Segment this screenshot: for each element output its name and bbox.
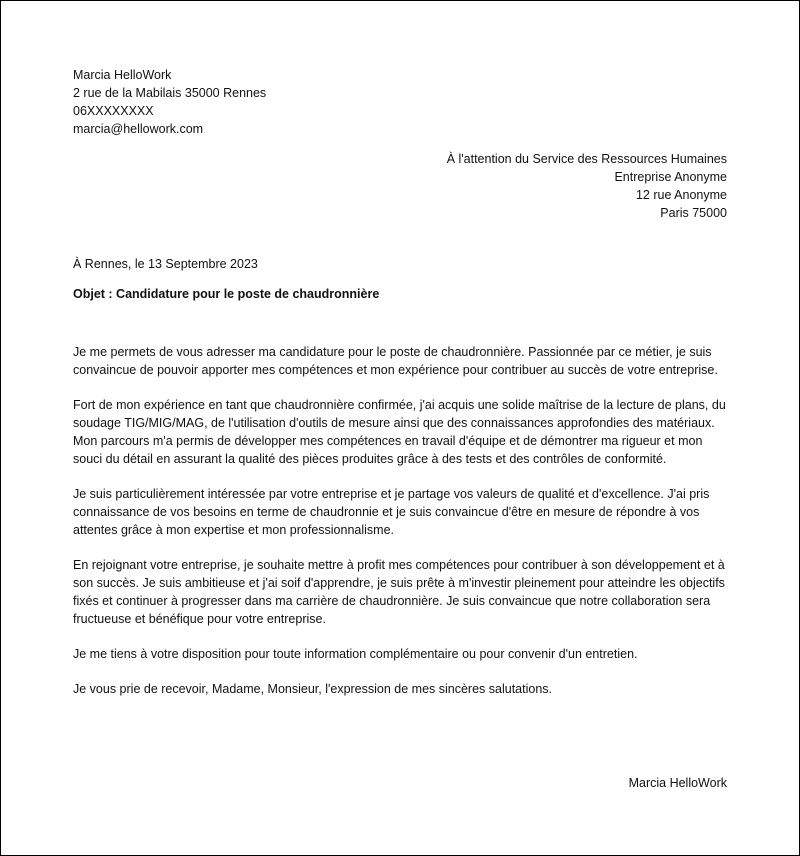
sender-address: 2 rue de la Mabilais 35000 Rennes: [73, 86, 267, 100]
body-paragraph: En rejoignant votre entreprise, je souhaite mettre à profit mes compétences pour contribuer à son développement et à son succès. Je suis ambitieuse et j'ai soif d'apprendre, je suis prête à m'investir pleinement pour atteindre les objectifs fixés et continuer à progresser dans ma carrière de chaudronnière. Je suis convaincue que notre collaboration sera fructueuse et bénéfique pour votre entreprise.: [73, 558, 725, 626]
body-paragraph: Je vous prie de recevoir, Madame, Monsieur, l'expression de mes sincères salutations.: [73, 682, 553, 696]
recipient-attention: À l'attention du Service des Ressources Humaines: [446, 152, 727, 166]
body-paragraph: Je me permets de vous adresser ma candidature pour le poste de chaudronnière. Passionnée par ce métier, je suis convaincue de pouvoir apporter mes compétences et mon expérience pour contribuer au succès de votre entreprise.: [73, 345, 718, 377]
body-paragraph: Je suis particulièrement intéressée par votre entreprise et je partage vos valeurs de qualité et d'excellence. J'ai pris connaissance de vos besoins en terme de chaudronnie et je suis convaincue d'être en mesure de répondre à vos attentes grâce à mon expertise et mon professionnalisme.: [73, 487, 710, 537]
sender-name: Marcia HelloWork: [73, 68, 172, 82]
subject-line: Objet : Candidature pour le poste de chaudronnière: [73, 287, 380, 301]
place-date: À Rennes, le 13 Septembre 2023: [73, 257, 258, 271]
recipient-city: Paris 75000: [660, 206, 727, 220]
recipient-company: Entreprise Anonyme: [614, 170, 727, 184]
body-paragraph: Je me tiens à votre disposition pour toute information complémentaire ou pour convenir d'un entretien.: [73, 647, 638, 661]
sender-phone: 06XXXXXXXX: [73, 104, 154, 118]
letter-body: [73, 343, 729, 715]
recipient-street: 12 rue Anonyme: [635, 188, 727, 202]
recipient-block: [447, 150, 727, 222]
sender-block: [73, 66, 266, 138]
body-paragraph: Fort de mon expérience en tant que chaudronnière confirmée, j'ai acquis une solide maîtrise de la lecture de plans, du soudage TIG/MIG/MAG, de l'utilisation d'outils de mesure ainsi que des connaissances approfondies des matériaux. Mon parcours m'a permis de développer mes compétences en travail d'équipe et de démontrer ma rigueur et mon souci du détail en assurant la qualité des pièces produites grâce à des tests et des contrôles de conformité.: [73, 398, 726, 466]
sender-email: marcia@hellowork.com: [73, 122, 204, 136]
signature: Marcia HelloWork: [628, 776, 727, 790]
